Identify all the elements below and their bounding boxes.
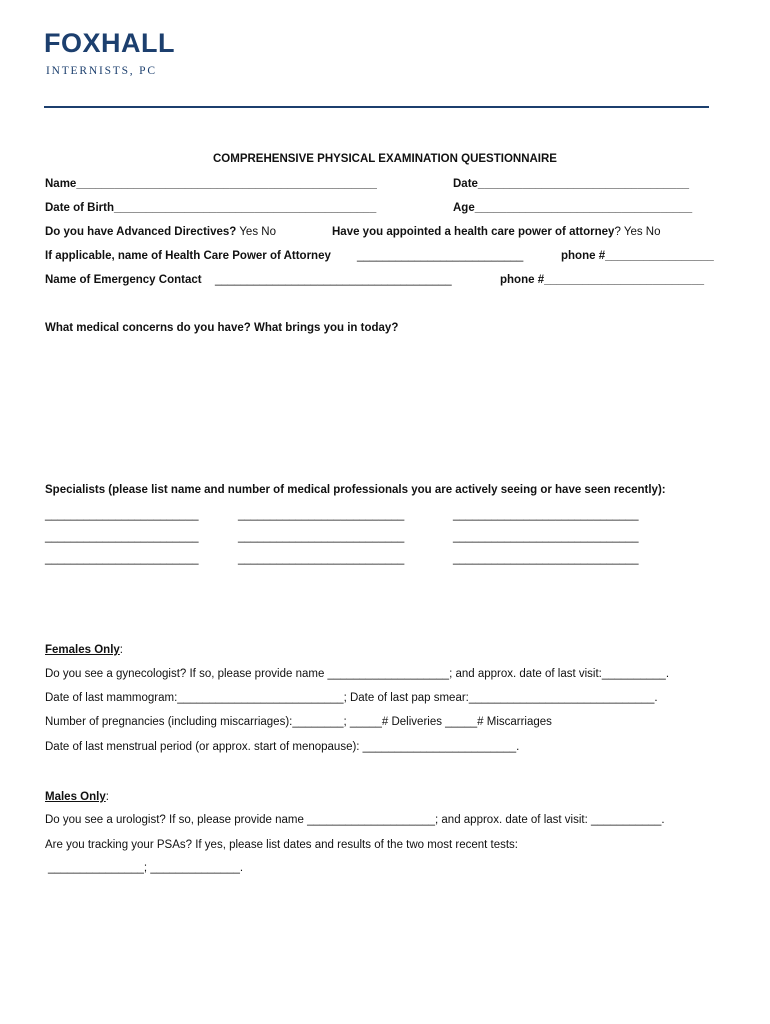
emergency-contact-line[interactable]: _____________________________________ <box>215 274 452 286</box>
advanced-directives-question: Do you have Advanced Directives? <box>45 226 237 238</box>
psa-answer-lines[interactable]: _______________; ______________. <box>48 862 244 874</box>
females-heading-text: Females Only <box>45 644 120 656</box>
urologist-question[interactable]: Do you see a urologist? If so, please provide name ____________________; and approx. date of last visit: ___________. <box>45 814 665 826</box>
mammogram-pap-question[interactable]: Date of last mammogram:__________________________; Date of last pap smear:_____________________________. <box>45 692 658 704</box>
specialist-line[interactable]: _____________________________ <box>453 531 639 543</box>
logo-subtitle: INTERNISTS, PC <box>46 65 157 77</box>
poa-phone-field[interactable]: phone #_________________ <box>561 250 714 262</box>
date-field[interactable]: Date_________________________________ <box>453 178 689 190</box>
logo-name: FOXHALL <box>44 28 175 58</box>
psa-question: Are you tracking your PSAs? If yes, please list dates and results of the two most recent tests: <box>45 839 518 851</box>
specialist-line[interactable]: __________________________ <box>238 531 405 543</box>
emergency-phone-field[interactable]: phone #_________________________ <box>500 274 704 286</box>
females-heading-colon: : <box>119 644 123 656</box>
poa-row <box>332 225 661 239</box>
emergency-contact-label: Name of Emergency Contact <box>45 274 202 286</box>
dob-field[interactable]: Date of Birth_________________________________________ <box>45 202 377 214</box>
specialist-line[interactable]: __________________________ <box>238 553 405 565</box>
poa-name-label: If applicable, name of Health Care Power of Attorney <box>45 250 331 262</box>
poa-options[interactable]: ? Yes No <box>614 226 661 238</box>
specialist-line[interactable]: __________________________ <box>238 509 405 521</box>
pregnancies-question[interactable]: Number of pregnancies (including miscarriages):________; _____# Deliveries _____# Miscarriages <box>45 716 552 728</box>
poa-question: Have you appointed a health care power of attorney <box>332 226 615 238</box>
males-section-heading <box>45 790 109 804</box>
concerns-question: What medical concerns do you have? What brings you in today? <box>45 322 399 334</box>
name-field[interactable]: Name_______________________________________________ <box>45 178 377 190</box>
males-heading-colon: : <box>105 791 109 803</box>
form-title: COMPREHENSIVE PHYSICAL EXAMINATION QUESTIONNAIRE <box>213 153 557 165</box>
specialist-line[interactable]: ________________________ <box>45 531 199 543</box>
specialist-line[interactable]: ________________________ <box>45 509 199 521</box>
specialists-heading: Specialists (please list name and number of medical professionals you are actively seeing or have seen recently): <box>45 484 666 496</box>
advanced-directives-options[interactable]: Yes No <box>239 226 276 238</box>
advanced-directives-row <box>45 225 276 239</box>
females-section-heading <box>45 643 123 657</box>
specialist-line[interactable]: _____________________________ <box>453 553 639 565</box>
header-divider <box>44 106 709 108</box>
age-field[interactable]: Age__________________________________ <box>453 202 693 214</box>
menstrual-question[interactable]: Date of last menstrual period (or approx. start of menopause): ________________________. <box>45 741 520 753</box>
gynecologist-question[interactable]: Do you see a gynecologist? If so, please provide name ___________________; and approx. date of last visit:__________. <box>45 668 670 680</box>
specialist-line[interactable]: _____________________________ <box>453 509 639 521</box>
concerns-answer-area[interactable] <box>45 340 725 470</box>
poa-name-line[interactable]: __________________________ <box>357 250 524 262</box>
specialist-line[interactable]: ________________________ <box>45 553 199 565</box>
males-heading-text: Males Only <box>45 791 106 803</box>
